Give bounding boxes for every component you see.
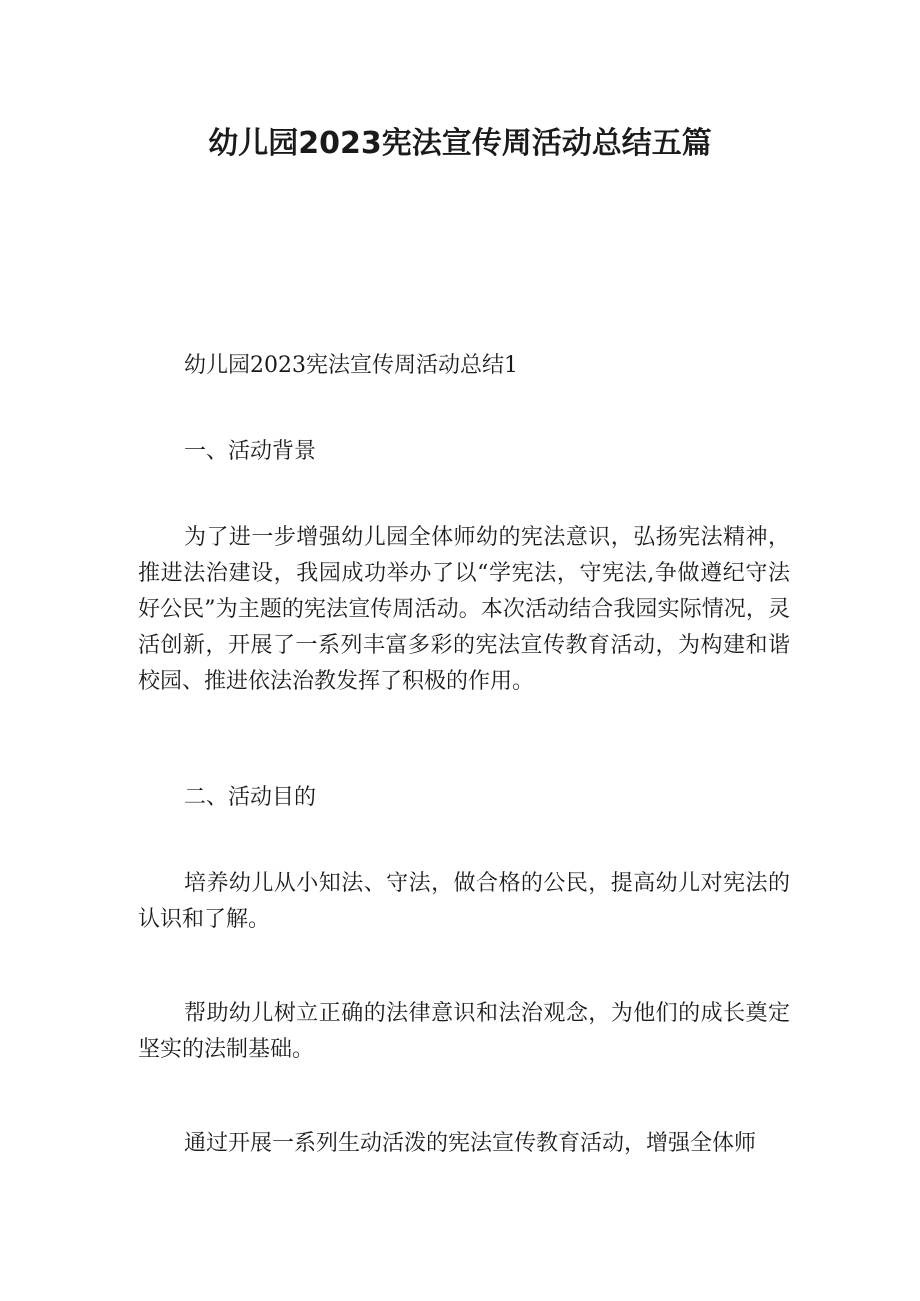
paragraph-background: 为了进一步增强幼儿园全体师幼的宪法意识，弘扬宪法精神，推进法治建设，我园成功举办了以“学宪法，守宪法,争做遵纪守法好公民”为主题的宪法宣传周活动。本次活动结合我园实际情况，灵活创新，开展了一系列丰富多彩的宪法宣传教育活动，为构建和谐校园、推进依法治教发挥了积极的作用。 — [138, 525, 790, 694]
section-heading-purpose: 二、活动目的 — [184, 785, 317, 810]
document-subtitle: 幼儿园2023宪法宣传周活动总结1 — [184, 353, 518, 378]
document-title: 幼儿园2023宪法宣传周活动总结五篇 — [208, 126, 712, 161]
paragraph-purpose-2: 帮助幼儿树立正确的法律意识和法治观念，为他们的成长奠定坚实的法制基础。 — [138, 1001, 790, 1062]
paragraph-purpose-1: 培养幼儿从小知法、守法，做合格的公民，提高幼儿对宪法的认识和了解。 — [138, 871, 790, 932]
paragraph-purpose-3: 通过开展一系列生动活泼的宪法宣传教育活动，增强全体师 — [184, 1131, 757, 1156]
section-heading-background: 一、活动背景 — [184, 439, 317, 464]
